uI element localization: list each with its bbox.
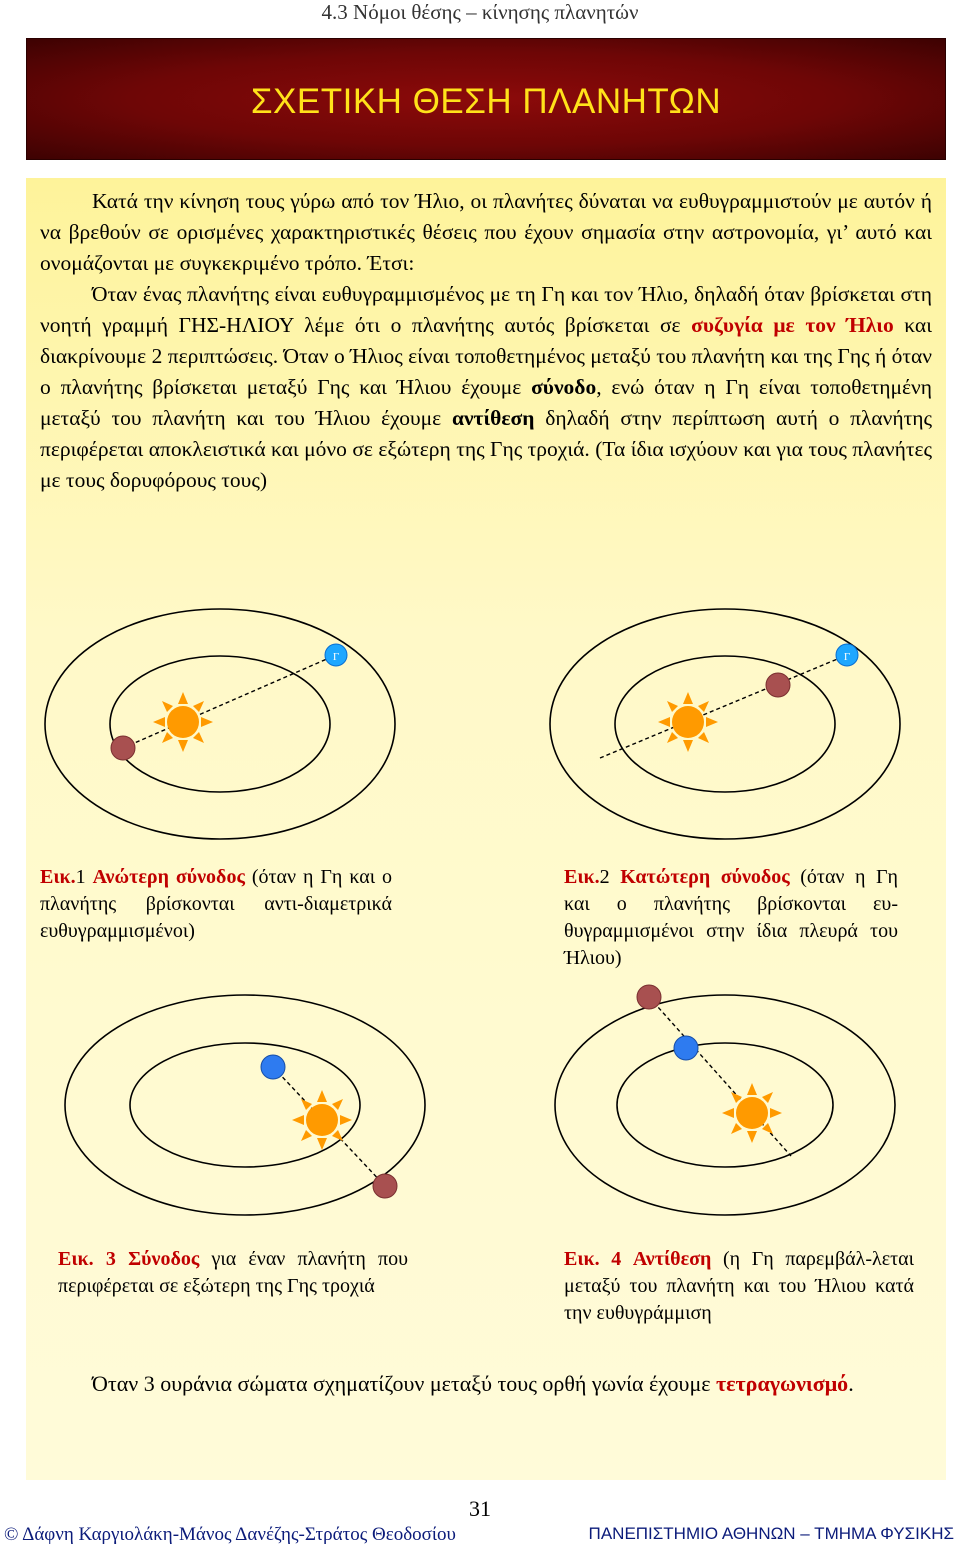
figure-4-text: (η Γη παρεμβάλ-λεται μεταξύ του πλανήτη και του Ήλιου κατά την ευθυγράμμιση [564, 1248, 914, 1324]
figure-2-term: Κατώτερη σύνοδος [620, 866, 790, 888]
earth-label: Γ [332, 651, 340, 663]
figure-2-caption [564, 864, 898, 972]
page-title: ΣΧΕΤΙΚΗ ΘΕΣΗ ΠΛΑΝΗΤΩΝ [250, 82, 722, 121]
sun-icon [722, 1083, 782, 1143]
term-syzygy: συζυγία με τον Ήλιο [691, 313, 894, 337]
intro-paragraph-2 [40, 279, 932, 496]
figure-1-caption [40, 864, 392, 945]
term-quadrature: τετραγωνισμό [715, 1371, 849, 1396]
figure-2-label: Εικ. [564, 866, 600, 888]
earth-label: Γ [843, 651, 851, 663]
earth-icon [836, 644, 858, 666]
footer-institution: ΠΑΝΕΠΙΣΤΗΜΙΟ ΑΘΗΝΩΝ – ΤΜΗΜΑ ΦΥΣΙΚΗΣ [588, 1524, 954, 1543]
closing-text [40, 1368, 932, 1399]
intro-text-part: δηλαδή στην περίπτωση αυτή ο πλανήτης περιφέρεται αποκλειστικά και μόνο σε εξώτερη της Γης τροχιά. (Τα ίδια ισχύουν και για τους πλανήτες με τους δορυφόρους τους) [40, 406, 932, 492]
figure-4-caption [564, 1246, 914, 1327]
figure-2-number: 2 [599, 866, 610, 888]
figure-4-term: Αντίθεση [632, 1248, 712, 1270]
footer-authors: © Δάφνη Καργιολάκη-Μάνος Δανέζης-Στράτος Θεοδοσίου [4, 1524, 456, 1545]
inner-orbit [615, 656, 835, 792]
running-title: 4.3 Νόμοι θέσης – κίνησης πλανητών [321, 0, 639, 24]
figure-1-text: (όταν η Γη και ο πλανήτης βρίσκονται αντι-διαμετρικά ευθυγραμμισμένοι) [40, 866, 393, 942]
figure-3-number: 3 [93, 1248, 116, 1270]
figure-1-diagram [40, 600, 400, 850]
intro-text-part: και διακρίνουμε 2 περιπτώσεις. Όταν ο Ήλιος είναι τοποθετημένος μεταξύ του πλανήτη και της Γης ή όταν ο πλανήτης βρίσκεται μεταξύ Γης και Ήλιου έχουμε [40, 313, 932, 399]
intro-text-part: , ενώ όταν η Γη είναι τοποθετημένη μεταξύ του πλανήτη και του Ήλιου έχουμε [40, 375, 932, 430]
inner-orbit [110, 656, 330, 792]
planet-icon [766, 673, 790, 697]
closing-paragraph [40, 1368, 932, 1399]
outer-orbit [45, 609, 395, 839]
intro-text-part: Όταν ένας πλανήτης είναι ευθυγραμμισμένος με τη Γη και τον Ήλιο, δηλαδή όταν βρίσκεται στη νοητή γραμμή ΓΗΣ-ΗΛΙΟΥ λέμε ότι ο πλανήτης αυτός βρίσκεται σε [40, 282, 932, 337]
figure-4-number: 4 [599, 1248, 622, 1270]
earth-icon [325, 644, 347, 666]
earth-icon [261, 1055, 285, 1079]
intro-text [40, 186, 932, 496]
term-conjunction: σύνοδο [531, 375, 597, 399]
intro-paragraph-1: Κατά την κίνηση τους γύρω από τον Ήλιο, οι πλανήτες δύναται να ευθυγραμμιστούν με αυτόν ή να βρεθούν σε ορισμένες χαρακτηριστικές θέσεις που έχουν σημασία στην αστρονομία, γι’ αυτό και ονομάζονται με συγκεκριμένο τρόπο. Έτσι: [40, 189, 932, 275]
outer-orbit [550, 609, 900, 839]
figure-3-caption [58, 1246, 408, 1300]
planet-icon [373, 1174, 397, 1198]
alignment-line [600, 655, 847, 758]
figure-3-term: Σύνοδος [128, 1248, 200, 1270]
figure-2-text: (όταν η Γη και ο πλανήτης βρίσκονται ευ-θυγραμμισμένοι στην ίδια πλευρά του Ήλιου) [564, 866, 899, 969]
figure-4-diagram [545, 975, 925, 1235]
figure-1-label: Εικ. [40, 866, 76, 888]
figure-1-number: 1 [75, 866, 86, 888]
closing-sentence: Όταν 3 ουράνια σώματα σχηματίζουν μεταξύ τους ορθή γωνία έχουμε [92, 1371, 716, 1396]
figure-3-label: Εικ. [58, 1248, 94, 1270]
sun-icon [292, 1090, 352, 1150]
closing-end: . [848, 1371, 854, 1396]
outer-orbit [555, 995, 895, 1215]
planet-icon [111, 736, 135, 760]
planet-icon [637, 985, 661, 1009]
inner-orbit [617, 1043, 833, 1167]
footer [0, 1524, 960, 1548]
figure-3-text: για έναν πλανήτη που περιφέρεται σε εξώτερη της Γης τροχιά [58, 1248, 409, 1297]
earth-icon [674, 1036, 698, 1060]
outer-orbit [65, 995, 425, 1215]
sun-icon [153, 692, 213, 752]
sun-icon [658, 692, 718, 752]
term-opposition: αντίθεση [451, 406, 535, 430]
figure-4-label: Εικ. [564, 1248, 600, 1270]
figure-2-diagram [545, 600, 905, 850]
figure-1-term: Ανώτερη σύνοδος [92, 866, 245, 888]
figure-3-diagram [40, 975, 440, 1235]
page-number: 31 [469, 1496, 491, 1521]
